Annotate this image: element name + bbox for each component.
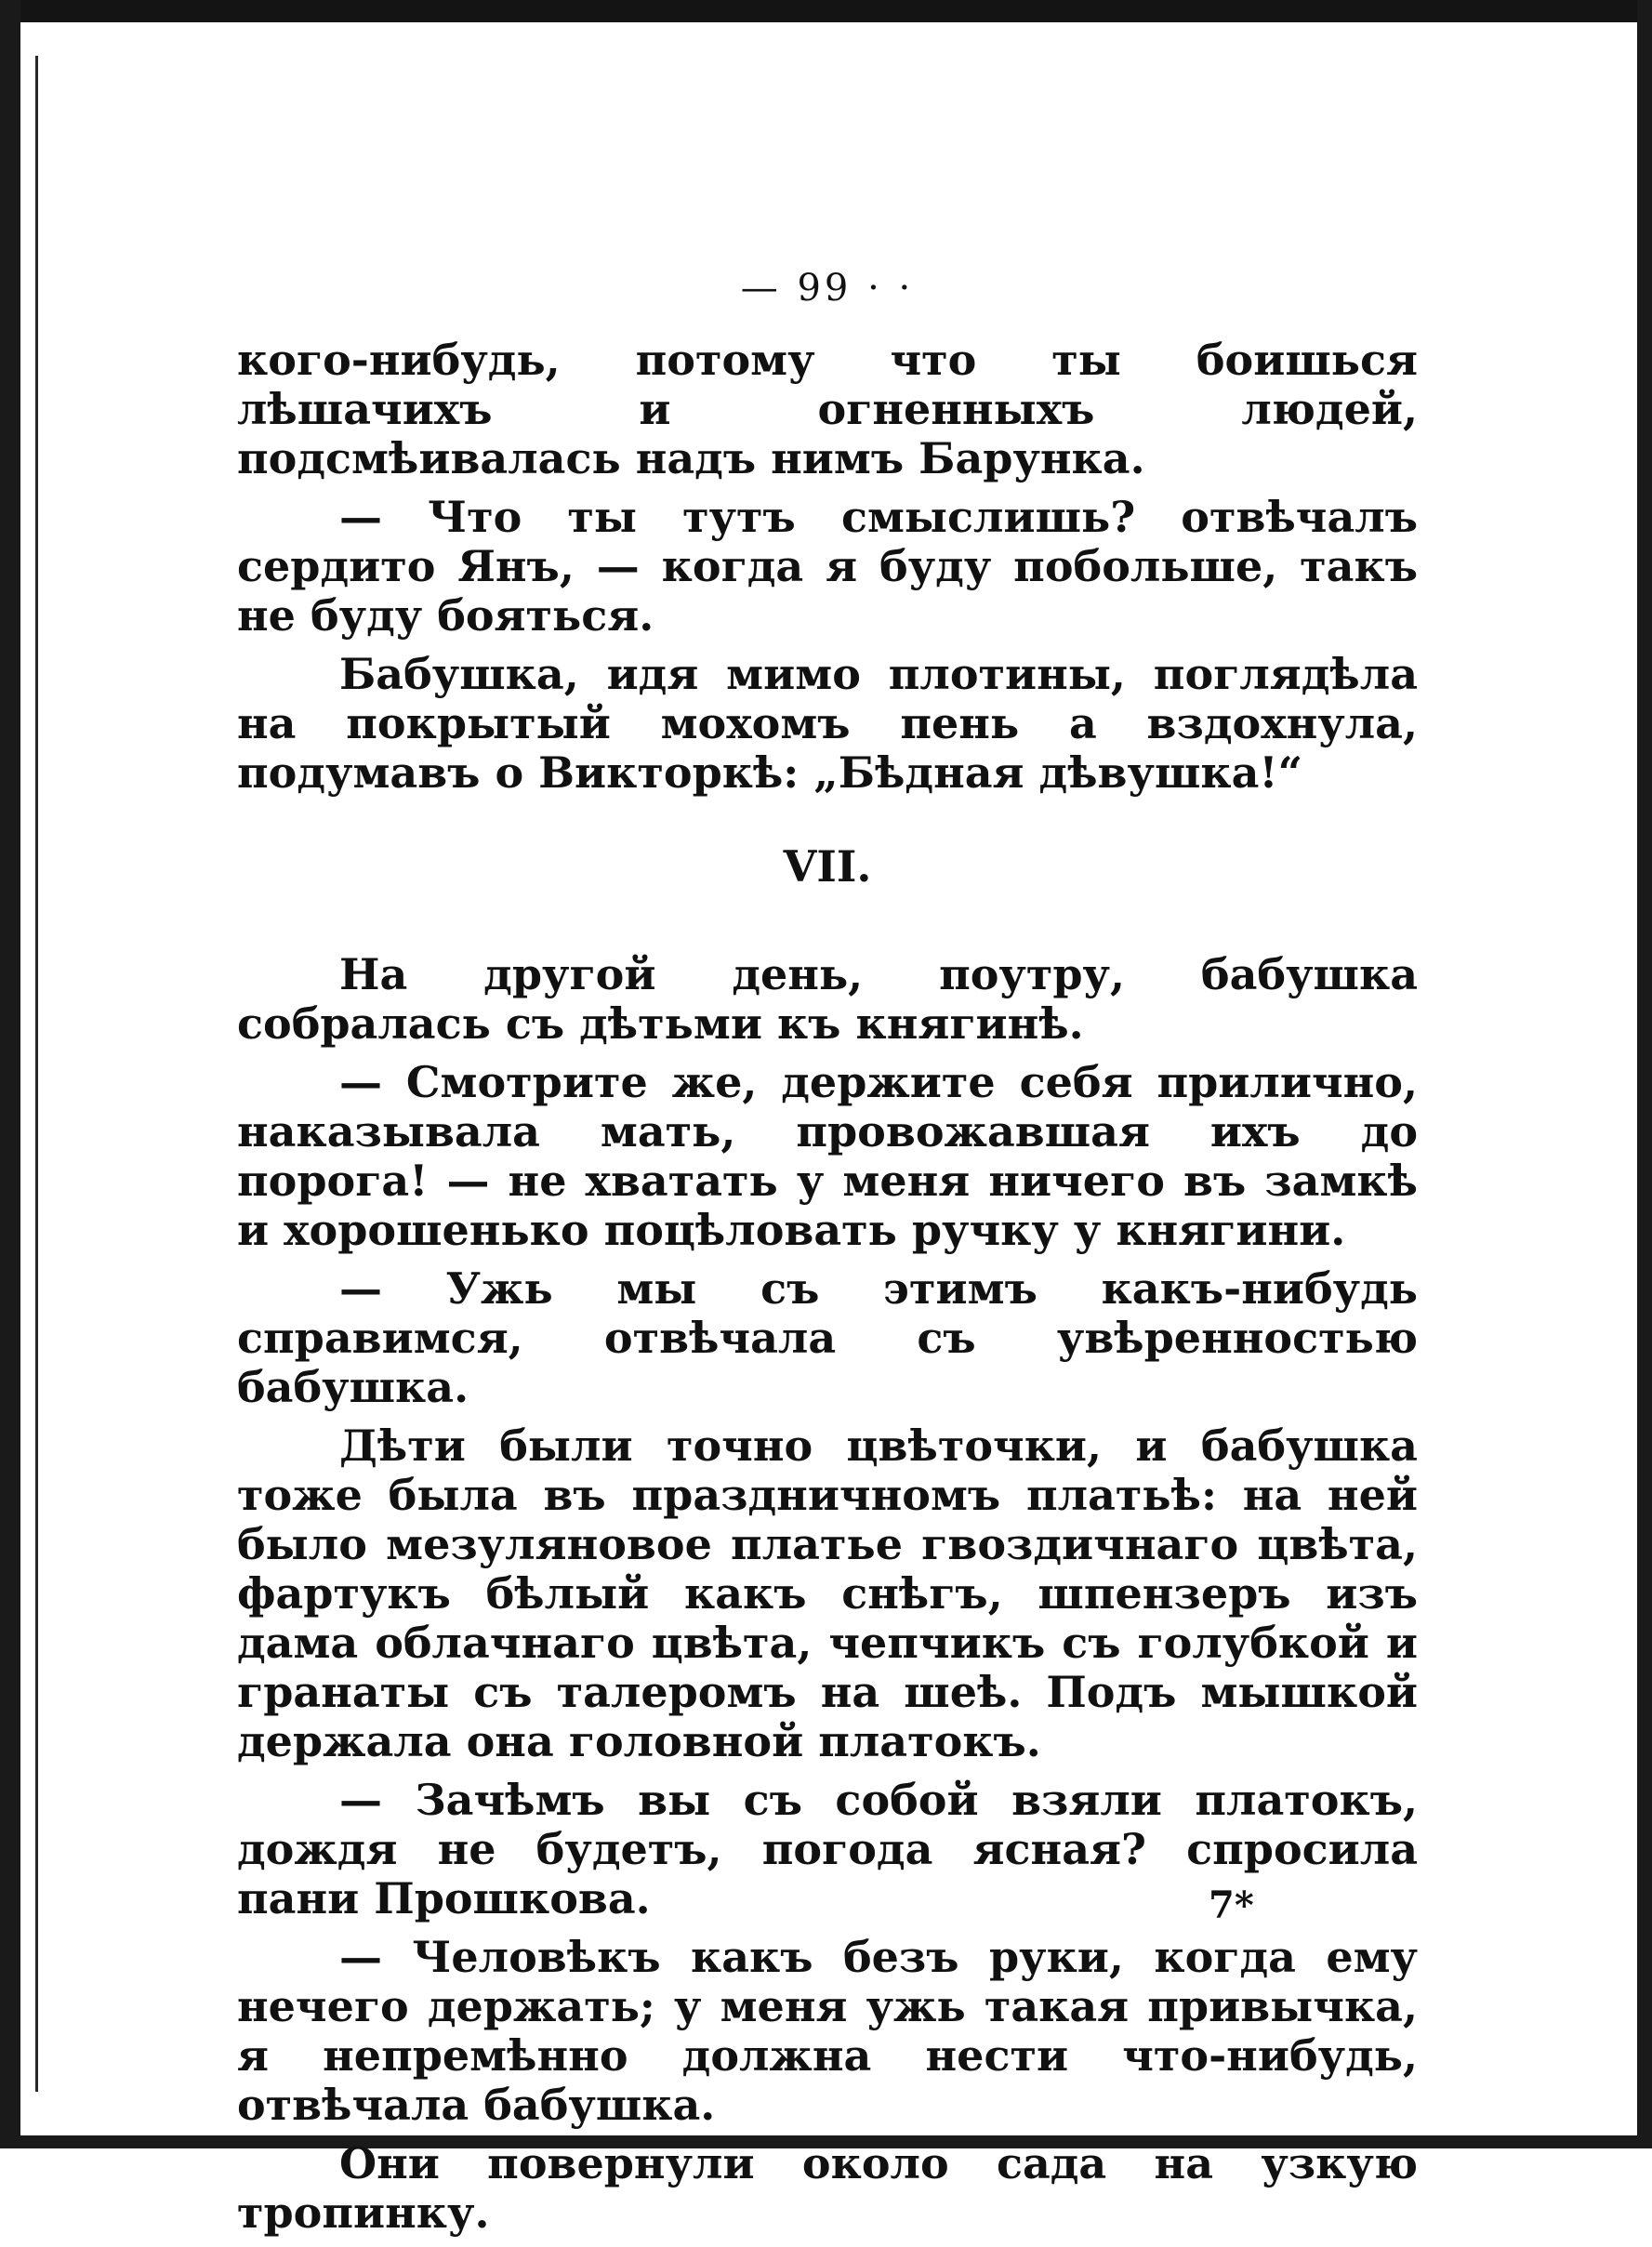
scan-border-top — [0, 0, 1652, 22]
text-block-top — [237, 336, 1418, 798]
chapter-heading: VII. — [783, 841, 872, 892]
scan-border-right — [1637, 0, 1652, 2148]
book-page — [237, 265, 1418, 2247]
text-block-bottom — [237, 950, 1418, 2238]
paragraph: На другой день, поутру, бабушка собралась съ дѣтьми къ княгинѣ. — [237, 949, 1418, 1049]
paragraph: — Смотрите же, держите себя прилично, наказывала мать, провожавшая ихъ до порога! — не хватать у меня ничего въ замкѣ и хорошенько поцѣловать ручку у княгини. — [237, 1057, 1418, 1255]
paragraph: кого-нибудь, потому что ты боишься лѣшачихъ и огненныхъ людей, подсмѣивалась надъ нимъ Барунка. — [237, 335, 1418, 483]
scan-gutter-line — [35, 56, 38, 2092]
paragraph: — Что ты тутъ смыслишь? отвѣчалъ сердито Янъ, — когда я буду побольше, такъ не буду бояться. — [237, 492, 1418, 641]
paragraph: Дѣти были точно цвѣточки, и бабушка тоже была въ праздничномъ платьѣ: на ней было мезуляновое платье гвоздичнаго цвѣта, фартукъ бѣлый какъ снѣгъ, шпензеръ изъ дама облачнаго цвѣта, чепчикъ съ голубкой и гранаты съ талеромъ на шеѣ. Подъ мышкой держала она головной платокъ. — [237, 1421, 1418, 1766]
paragraph: — Зачѣмъ вы съ собой взяли платокъ, дождя не будетъ, погода ясная? спросила пани Прошкова. — [237, 1775, 1418, 1923]
scan-border-left — [0, 0, 20, 2148]
paragraph: Бабушка, идя мимо плотины, поглядѣла на покрытый мохомъ пень а вздохнула, подумавъ о Викторкѣ: „Бѣдная дѣвушка!“ — [237, 649, 1418, 798]
signature-mark: 7* — [1209, 1884, 1254, 1927]
paragraph: — Ужь мы съ этимъ какъ-нибудь справимся, отвѣчала съ увѣренностью бабушка. — [237, 1263, 1418, 1412]
paragraph: — Человѣкъ какъ безъ руки, когда ему нечего держать; у меня ужь такая привычка, я непремѣнно должна нести что-нибудь, отвѣчала бабушка. — [237, 1932, 1418, 2130]
page-number: — 99 · · — [740, 267, 915, 310]
paragraph: Они повернули около сада на узкую тропинку. — [237, 2138, 1418, 2238]
